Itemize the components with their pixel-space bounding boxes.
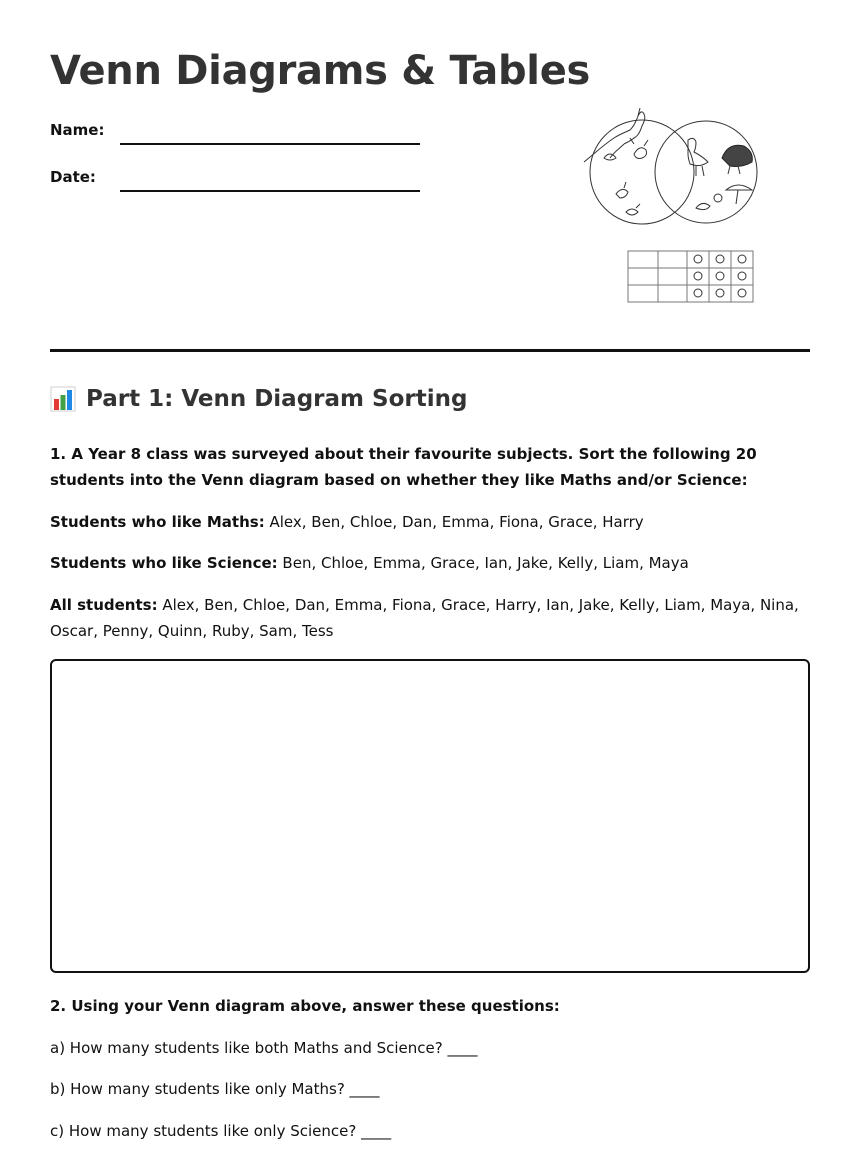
cassowary-icon: [722, 145, 752, 174]
date-field[interactable]: [120, 190, 420, 192]
wombat-icon: [696, 203, 710, 209]
question-2b: b) How many students like only Maths? ____: [50, 1080, 380, 1098]
venn-answer-box[interactable]: [50, 659, 810, 973]
name-field[interactable]: [120, 143, 420, 145]
apple-icon: [714, 194, 722, 202]
name-label: Name:: [50, 121, 105, 139]
question-2c: c) How many students like only Science? ____: [50, 1122, 392, 1140]
all-label: All students:: [50, 596, 158, 614]
emu-icon: [688, 138, 708, 176]
all-students: [50, 592, 810, 644]
kangaroo-icon: [584, 108, 645, 162]
section-divider: [50, 349, 810, 352]
date-label: Date:: [50, 168, 96, 186]
wallaby-icon: [634, 140, 648, 159]
science-students: [50, 550, 810, 576]
question-2a: a) How many students like both Maths and Science? ____: [50, 1039, 478, 1057]
bar-chart-icon: [50, 386, 76, 412]
echidna-icon: [604, 154, 616, 160]
science-list: Ben, Chloe, Emma, Grace, Ian, Jake, Kelly, Liam, Maya: [282, 554, 689, 572]
bandicoot-icon: [626, 204, 640, 215]
worksheet-title: Venn Diagrams & Tables: [50, 48, 591, 94]
question-1: 1. A Year 8 class was surveyed about their favourite subjects. Sort the following 20 students into the Venn diagram based on whether they like Maths and/or Science:: [50, 445, 757, 489]
part1-heading-text: Part 1: Venn Diagram Sorting: [86, 386, 468, 412]
possum-icon: [616, 182, 628, 198]
question-2: 2. Using your Venn diagram above, answer these questions:: [50, 997, 560, 1015]
science-label: Students who like Science:: [50, 554, 278, 572]
maths-list: Alex, Ben, Chloe, Dan, Emma, Fiona, Grace, Harry: [269, 513, 644, 531]
maths-label: Students who like Maths:: [50, 513, 265, 531]
venn-illustration: [580, 104, 765, 309]
part1-heading: [50, 386, 467, 412]
maths-students: [50, 509, 810, 535]
all-list: Alex, Ben, Chloe, Dan, Emma, Fiona, Grace, Harry, Ian, Jake, Kelly, Liam, Maya, Nina, Oscar, Penny, Quinn, Ruby, Sam, Tess: [50, 596, 799, 640]
tally-table: [628, 251, 753, 302]
